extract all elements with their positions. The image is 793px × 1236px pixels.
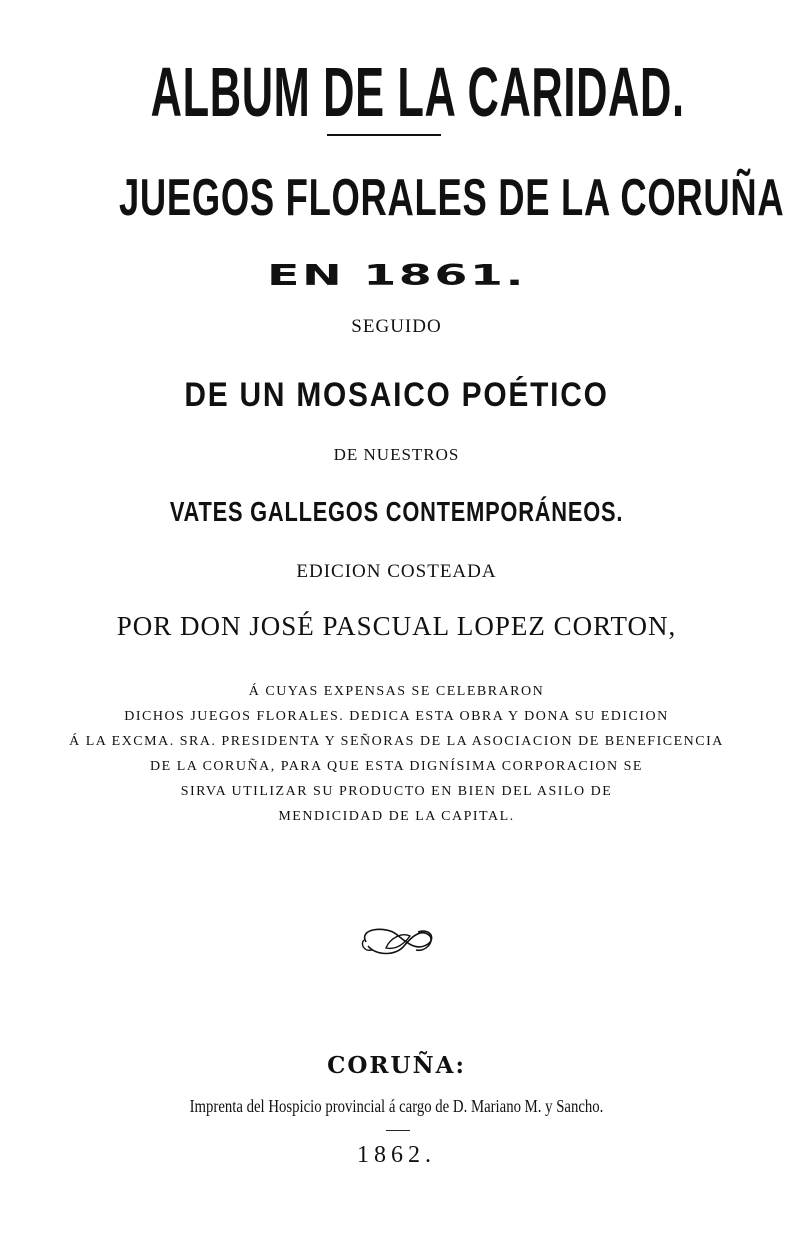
dedication-line: MENDICIDAD DE LA CAPITAL. [278,809,515,824]
date-divider [386,1130,410,1131]
seguido-text: SEGUIDO [351,316,442,337]
author-line: POR DON JOSÉ PASCUAL LOPEZ CORTON, [116,611,677,641]
dedication-line: Á CUYAS EXPENSAS SE CELEBRARON [248,684,545,699]
main-title: ALBUM DE LA CARIDAD. [150,53,685,131]
vates-heading: VATES GALLEGOS CONTEMPORÁNEOS. [169,496,624,527]
title-divider [327,134,441,136]
edicion-text: EDICION COSTEADA [296,561,497,582]
year-banner: EN 1861. [267,258,526,292]
dedication-line: SIRVA UTILIZAR SU PRODUCTO EN BIEN DEL ASILO DE [180,784,613,799]
printer-line: Imprenta del Hospicio provincial á cargo de D. Mariano M. y Sancho. [189,1096,604,1116]
dedication-line: Á LA EXCMA. SRA. PRESIDENTA Y SEÑORAS DE LA ASOCIACION DE BENEFICENCIA [69,734,724,749]
dedication-line: DE LA CORUÑA, PARA QUE ESTA DIGNÍSIMA CORPORACION SE [150,759,643,774]
dedication-line: DICHOS JUEGOS FLORALES. DEDICA ESTA OBRA Y DONA SU EDICION [124,709,669,724]
de-nuestros-text: DE NUESTROS [333,445,460,464]
publication-date: 1862. [357,1142,436,1168]
subtitle: JUEGOS FLORALES DE LA CORUÑA [118,169,785,227]
city-name: CORUÑA: [327,1052,466,1079]
mosaico-heading: DE UN MOSAICO POÉTICO [184,376,609,414]
flourish-ornament-icon [356,922,436,960]
